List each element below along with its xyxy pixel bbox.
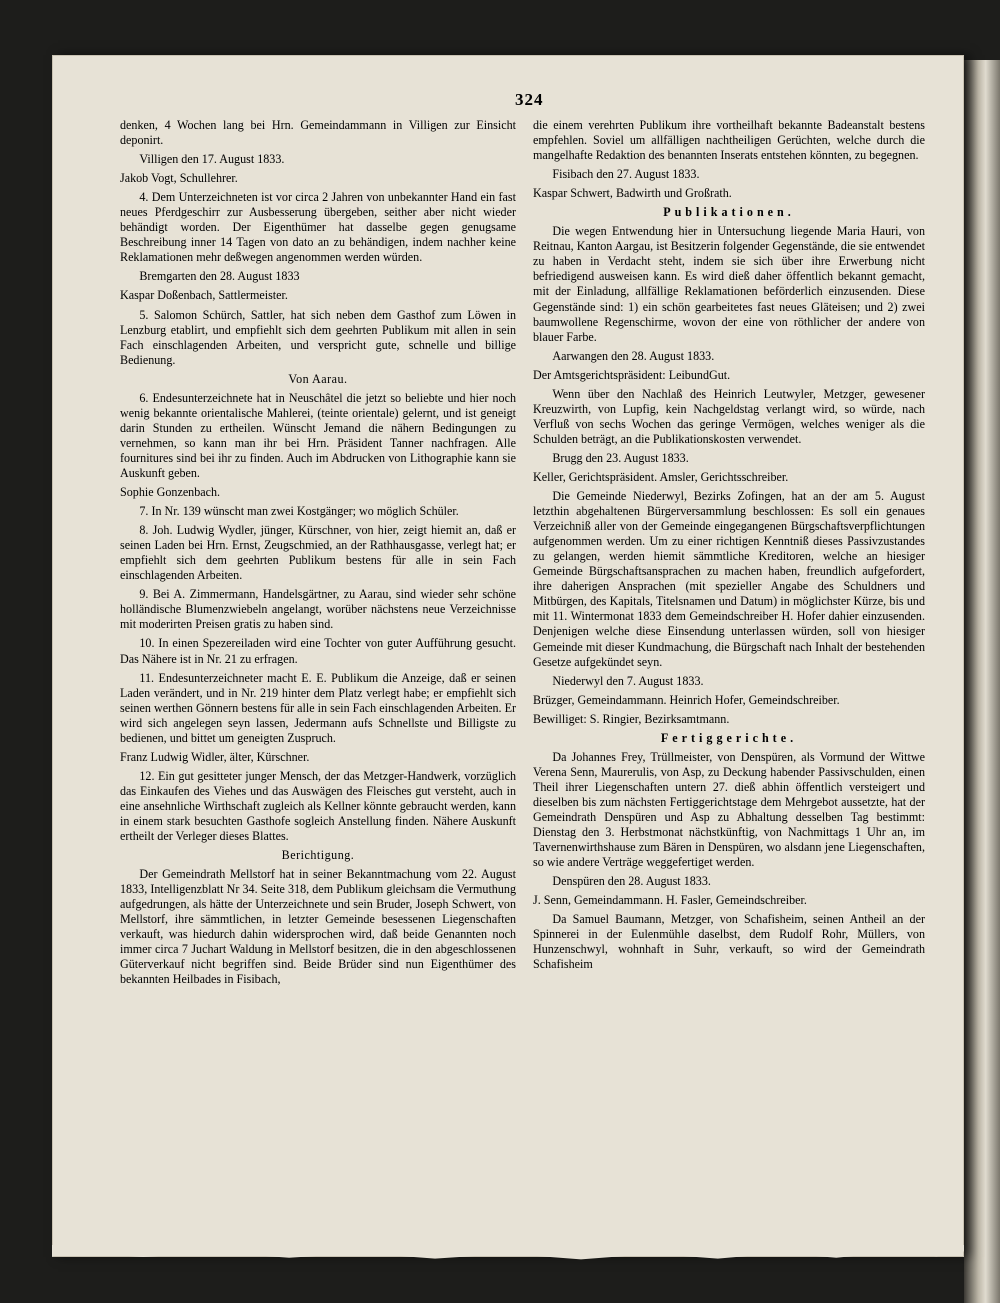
article-paragraph: Die Gemeinde Niederwyl, Bezirks Zofingen, hat an der am 5. August letzthin abgehaltenen Bürgerversammlung beschlossen: Es soll ein genaues Verzeichniß aller von der Gemeinde eingegangenen Bürgschaftsverpflichtungen aufgenommen werden. Um zu einer richtigen Kenntniß dieses Passivzustandes zu gelangen, werden hiemit sämmtliche Kreditoren, welche an hiesiger Gemeinde Bürgschaftsansprachen zu machen haben, freundlich aufgefordert, ihre daherigen Ansprachen (mit spezieller Angabe des Schuldners und Mitbürgen, des Kapitals, Titelsnamen und Datum) in möglichster Kürze, bis und mit 11. Wintermonat 1833 dem Gemeindschreiber H. Hofer dahier einzusenden. Denjenigen welche diese Einsendung unterlassen würden, soll von hiesiger Gemeinde mit dieser Kundmachung, die Bürgschaft nach Inhalt der bestehenden Gesetze aufgekündet seyn. [533, 489, 925, 669]
article-paragraph: Da Johannes Frey, Trüllmeister, von Denspüren, als Vormund der Wittwe Verena Senn, Maurerulis, von Asp, zu Deckung habender Passivschulden, einen Theil ihrer Liegenschaften untern 27. dieß abhin öffentlich versteigert und dieselben bis zum nächsten Fertiggerichtstage dem Mehrgebot aussetzte, hat der Gemeindrath Denspüren und Asp zu Abhaltung desselben Tag bestimmt: Dienstag den 3. Herbstmonat nächstkünftig, von Nachmittags 1 Uhr an, im Tavernenwirthshause zum Bären in Denspüren, wo alsdann jene Liegenschaften, so wie andere Verträge weggefertiget werden. [533, 749, 925, 870]
section-heading: Fertiggerichte. [660, 730, 798, 745]
signature-line: Kaspar Schwert, Badwirth und Großrath. [533, 186, 732, 201]
article-paragraph: Die wegen Entwendung hier in Untersuchung liegende Maria Hauri, von Reitnau, Kanton Aargau, ist Besitzerin folgender Gegenstände, die sie entwendet zu haben in Verdacht steht, indem sie sich über ihre Erwerbung nicht befriedigend ausweisen kann. Es wird dieß daher öffentlich bekannt gemacht, mit der Einladung, allfällige Reklamationen beförderlich einzusenden. Diese Gegenstände sind: 1) ein schön gearbeitetes fast neues Gläteisen; und 2) zwei baumwollene Regenschirme, wovon der eine von röthlicher der andere von blauer Farbe. [533, 224, 925, 344]
article-paragraph: Brugg den 23. August 1833. [552, 450, 689, 465]
article-paragraph: 6. Endesunterzeichnete hat in Neuschâtel die jetzt so beliebte und hier noch wenig bekannte orientalische Mahlerei, (teinte orientale) gelernt, und ist geneigt darin Stunden zu ertheilen. Wünscht Jemand die nähern Bedingungen zu vernehmen, so kann man ihr bei Hrn. Präsident Tanner nachfragen. Alle fournitures sind bei ihr zu finden. Auch im Abdrucken von Lithographie kann sie Auskunft geben. [120, 390, 516, 480]
article-paragraph: Wenn über den Nachlaß des Heinrich Leutwyler, Metzger, gewesener Kreuzwirth, von Lupfig, kein Nachgeldstag verlangt wird, so würde, nach Verfluß von sechs Wochen das geringe Vermögen, welches weniger als die Schulden beträgt, an die Publikationskosten verwendet. [533, 386, 925, 446]
signature-line: Keller, Gerichtspräsident. Amsler, Gerichtsschreiber. [533, 469, 789, 484]
right-column [533, 118, 925, 976]
article-paragraph: Bewilliget: S. Ringier, Bezirksamtmann. [533, 711, 730, 726]
article-paragraph: Aarwangen den 28. August 1833. [552, 348, 715, 363]
article-paragraph: 9. Bei A. Zimmermann, Handelsgärtner, zu Aarau, sind wieder sehr schöne holländische Blumenzwiebeln angelangt, worüber nächstens neue Verzeichnisse mit moderirten Preisen gratis zu haben sind. [120, 587, 516, 632]
left-column [120, 118, 516, 991]
page-number: 324 [515, 90, 544, 109]
book-binding-edge [964, 60, 1000, 1303]
article-paragraph: Niederwyl den 7. August 1833. [552, 673, 704, 688]
signature-line: Franz Ludwig Widler, älter, Kürschner. [120, 749, 310, 764]
signature-line: J. Senn, Gemeindammann. H. Fasler, Gemeindschreiber. [533, 893, 807, 908]
signature-line: Brüzger, Gemeindammann. Heinrich Hofer, Gemeindschreiber. [533, 692, 840, 707]
section-heading: Berichtigung. [281, 848, 355, 863]
article-paragraph: die einem verehrten Publikum ihre vortheilhaft bekannte Badeanstalt bestens empfehlen. Soviel um allfälligen nachtheiligen Gerüchten, welche durch die mangelhafte Redaktion des benannten Inserats entstehen könnten, zu begegnen. [533, 118, 925, 163]
signature-line: Kaspar Doßenbach, Sattlermeister. [120, 288, 288, 303]
article-paragraph: 5. Salomon Schürch, Sattler, hat sich neben dem Gasthof zum Löwen in Lenzburg etablirt, und empfiehlt sich dem geehrten Publikum mit allen in sein Fach einschlagenden Arbeiten, und verspricht gute, schnelle und billige Bedienung. [120, 307, 516, 367]
article-paragraph: 10. In einen Spezereiladen wird eine Tochter von guter Aufführung gesucht. Das Nähere ist in Nr. 21 zu erfragen. [120, 636, 516, 666]
article-paragraph: 8. Joh. Ludwig Wydler, jünger, Kürschner, von hier, zeigt hiemit an, daß er seinen Laden bei Hrn. Ernst, Zeugschmied, an der Rathhausgasse, verlegt hat; er empfiehlt sich dem geehrten Publikum bestens für alle in sein Fach einschlagenden Arbeiten. [120, 523, 516, 583]
article-paragraph: 11. Endesunterzeichneter macht E. E. Publikum die Anzeige, daß er seinen Laden verändert, und in Nr. 219 hinter dem Platz verlegt habe; er empfiehlt sich seinen werthen Gönnern bestens für alle in sein Fach einschlagenden Arbeiten. Er wird sich angelegen seyn lassen, Jedermann aufs Schnellste und Billigste zu bedienen, und bittet um geneigten Zuspruch. [120, 670, 516, 745]
article-paragraph: Denspüren den 28. August 1833. [552, 874, 711, 889]
signature-line: Sophie Gonzenbach. [120, 485, 221, 500]
article-paragraph: denken, 4 Wochen lang bei Hrn. Gemeindammann in Villigen zur Einsicht deponirt. [120, 118, 516, 148]
section-heading: Publikationen. [663, 205, 795, 220]
article-paragraph: Bremgarten den 28. August 1833 [139, 269, 300, 284]
signature-line: Der Amtsgerichtspräsident: LeibundGut. [533, 367, 731, 382]
torn-bottom-edge [52, 1245, 964, 1261]
section-heading: Von Aarau. [288, 371, 348, 386]
article-paragraph: Da Samuel Baumann, Metzger, von Schafisheim, seinen Antheil an der Spinnerei in der Eulenmühle daselbst, dem Rudolf Rohr, Müllers, von Hunzenschwyl, wohnhaft in Suhr, verkauft, so wird der Gemeindrath Schafisheim [533, 912, 925, 972]
article-paragraph: Fisibach den 27. August 1833. [552, 167, 700, 182]
article-paragraph: Villigen den 17. August 1833. [139, 152, 285, 167]
article-paragraph: 4. Dem Unterzeichneten ist vor circa 2 Jahren von unbekannter Hand ein fast neues Pferdgeschirr zur Ausbesserung übergeben, seither aber nicht wieder behändigt worden. Der Eigenthümer hat dasselbe gegen genugsame Beschreibung inner 14 Tagen von dato an zu behändigen, indem nachher keine Reklamationen mehr deßwegen angenommen werden würden. [120, 190, 516, 265]
article-paragraph: 12. Ein gut gesitteter junger Mensch, der das Metzger-Handwerk, vorzüglich das Einkaufen des Viehes und das Auswägen des Fleisches gut versteht, auch in eine ansehnliche Wirthschaft zugleich als Kellner könnte gebraucht werden, kann in einem stark besuchten Gasthofe sogleich Anstellung finden. Nähere Auskunft ertheilt der Verleger dieses Blattes. [120, 768, 516, 844]
article-paragraph: Der Gemeindrath Mellstorf hat in seiner Bekanntmachung vom 22. August 1833, Intelligenzblatt Nr 34. Seite 318, dem Publikum gleichsam die Vermuthung aufgedrungen, als hätte der Unterzeichnete und sein Bruder, Joseph Schwert, von Mellstorf, ihre sämmtlichen, in letzter Gemeinde besessenen Liegenschaften verkauft, was hiedurch dahin widersprochen wird, daß beide Genannten noch immer circa 7 Juchart Waldung in Mellstorf besitzen, die in den abgeschlossenen Güterverkauf nicht begriffen sind. Beide Brüder sind nun Eigenthümer des bekannten Heilbades in Fisibach, [120, 867, 516, 987]
signature-line: Jakob Vogt, Schullehrer. [120, 171, 238, 186]
article-paragraph: 7. In Nr. 139 wünscht man zwei Kostgänger; wo möglich Schüler. [139, 504, 459, 519]
